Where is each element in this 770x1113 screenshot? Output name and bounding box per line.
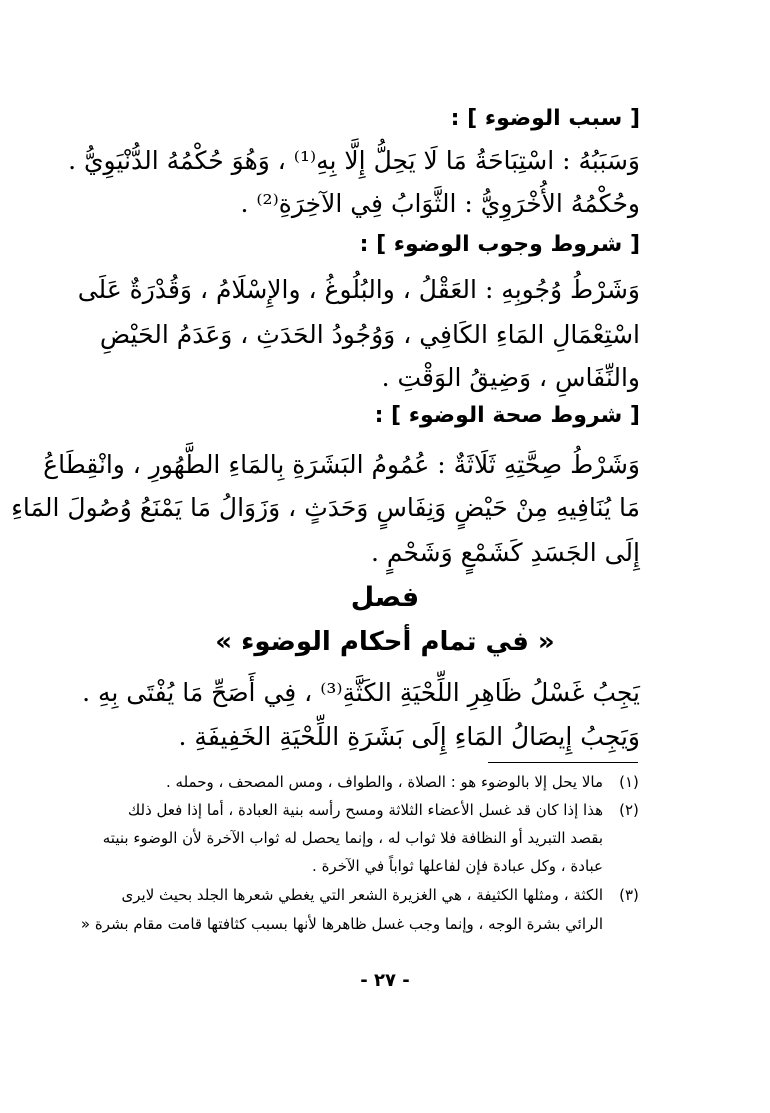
footnote-text: الكثة ، ومثلها الكثيفة ، هي الغزيرة الشعر التي يغطي شعرها الجلد بحيث لايرى — [121, 886, 603, 904]
section-heading-wudu-validity: [ شروط صحة الوضوء ] : — [374, 403, 640, 428]
footnote — [130, 773, 647, 795]
body-line: يَجِبُ غَسْلُ ظَاهِرِ اللِّحْيَةِ الكَثَّةِ⁽³⁾ ، فِي أَصَحِّ مَا يُفْتَى بِهِ . — [82, 678, 640, 707]
footnote-number: (١) — [619, 773, 639, 791]
body-line: والنِّفَاسِ ، وَضِيقُ الوَقْتِ . — [381, 363, 640, 392]
body-line: وحُكْمُهُ الأُخْرَوِيُّ : الثَّوَابُ فِي الآخِرَةِ⁽²⁾ . — [240, 189, 640, 218]
footnote-text: بقصد التبريد أو النظافة فلا ثواب له ، وإنما يحصل له ثواب الآخرة لأن الوضوء بنيته — [102, 829, 603, 847]
footnote-number: (٣) — [619, 886, 639, 904]
body-line: إِلَى الجَسَدِ كَشَمْعٍ وَشَحْمٍ . — [370, 538, 640, 567]
body-line: مَا يُنَافِيهِ مِنْ حَيْضٍ وَنِفَاسٍ وَحَدَثٍ ، وَزَوَالُ مَا يَمْنَعُ وُصُولَ المَاءِ — [11, 493, 640, 522]
section-heading-wudu-cause: [ سبب الوضوء ] : — [450, 106, 640, 131]
footnote-number: (٢) — [619, 801, 639, 819]
footnote-text: هذا إذا كان قد غسل الأعضاء الثلاثة ومسح رأسه بنية العبادة ، أما إذا فعل ذلك — [127, 801, 603, 819]
body-line: وَشَرْطُ صِحَّتِهِ ثَلَاثَةٌ : عُمُومُ البَشَرَةِ بِالمَاءِ الطَّهُورِ ، وانْقِطَاعُ — [43, 450, 640, 479]
footnote-text: الرائي بشرة الوجه ، وإنما وجب غسل ظاهرها لأنها بسبب كثافتها قامت مقام بشرة « — [80, 915, 603, 933]
body-line: وَسَبَبُهُ : اسْتِبَاحَةُ مَا لَا يَحِلُّ إِلَّا بِهِ⁽¹⁾ ، وَهُوَ حُكْمُهُ الدُّنْيَوِيُّ . — [68, 146, 640, 175]
chapter-subtitle: « في تمام أحكام الوضوء » — [215, 627, 555, 657]
body-line: اسْتِعْمَالِ المَاءِ الكَافِي ، وَوُجُودُ الحَدَثِ ، وَعَدَمُ الحَيْضِ — [99, 320, 640, 349]
body-line: وَشَرْطُ وُجُوبِهِ : العَقْلُ ، والبُلُوغُ ، والإِسْلَامُ ، وَقُدْرَةٌ عَلَى — [77, 275, 640, 304]
body-line: وَيَجِبُ إِيصَالُ المَاءِ إِلَى بَشَرَةِ اللِّحْيَةِ الخَفِيفَةِ . — [178, 722, 640, 751]
section-heading-wudu-obligation: [ شروط وجوب الوضوء ] : — [359, 232, 640, 257]
chapter-title: فصل — [350, 582, 420, 613]
footnote-separator — [488, 762, 638, 763]
footnote — [127, 801, 647, 823]
footnote — [121, 886, 647, 908]
page-number: - ٢٧ - — [360, 970, 410, 991]
footnote-text: مالا يحل إلا بالوضوء هو : الصلاة ، والطواف ، ومس المصحف ، وحمله . — [166, 773, 603, 791]
footnote-text: عبادة ، وكل عبادة فإن لفاعلها ثواباً في الآخرة . — [312, 857, 603, 875]
